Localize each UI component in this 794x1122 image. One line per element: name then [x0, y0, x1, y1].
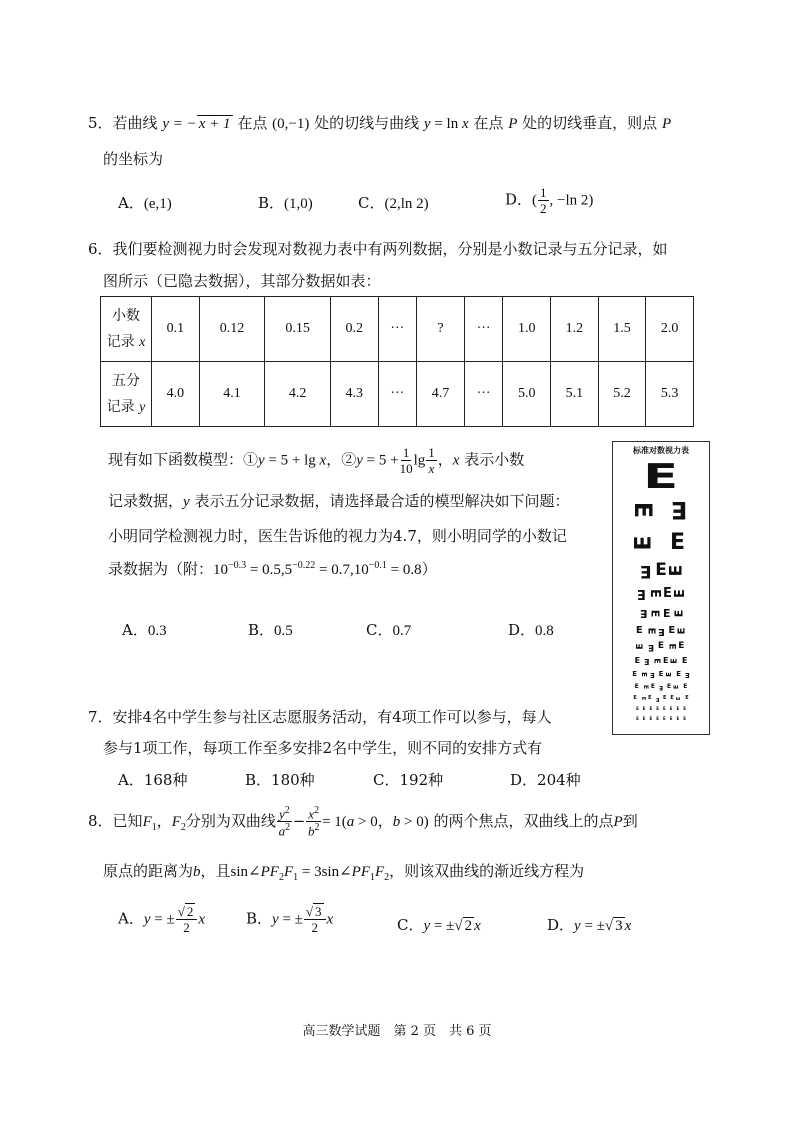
q5-stem-line2: 的坐标为 — [103, 150, 164, 168]
q6-stem-line1: 6．我们要检测视力时会发现对数视力表中有两列数据，分别是小数记录与五分记录，如 — [88, 240, 668, 258]
q8-option-d[interactable]: D．y = ±√ 3 x — [547, 916, 632, 934]
q5-option-b[interactable]: B．(1,0) — [258, 194, 313, 212]
table-row: 五分 记录 y 4.0 4.1 4.2 4.3 ··· 4.7 ··· 5.0 5.1 5.2 5.3 — [101, 362, 694, 427]
q6-para-line2: 记录数据，y 表示五分记录数据，请选择最合适的模型解决如下问题： — [108, 492, 570, 510]
eye-chart-title: 标准对数视力表 — [633, 445, 689, 455]
q7-option-c[interactable]: C．192种 — [373, 771, 444, 789]
q8-option-c[interactable]: C．y = ±√ 2 x — [397, 916, 481, 934]
q7-option-b[interactable]: B．180种 — [245, 771, 315, 789]
row-header-decimal: 小数 记录 x — [101, 297, 152, 362]
q7-option-a[interactable]: A．168种 — [118, 771, 188, 789]
q5-option-a[interactable]: A．(e,1) — [118, 194, 172, 212]
q7-stem-line1: 7．安排4名中学生参与社区志愿服务活动，有4项工作可以参与，每人 — [88, 708, 552, 726]
q6-para-line4: 录数据为（附：$10^{-0.3} = 0.5,5^{-0.22} = 0.7,10^{-0.1} = 0.8$） — [108, 560, 437, 578]
q5-curve1: y = − x + 1 — [162, 116, 231, 132]
q7-option-d[interactable]: D．204种 — [510, 771, 581, 789]
row-header-five-point: 五分 记录 y — [101, 362, 152, 427]
q6-para-line3: 小明同学检测视力时，医生告诉他的视力为4.7，则小明同学的小数记 — [108, 527, 567, 545]
eye-chart-image: 标准对数视力表 E E E E E E E E E E E E E E E E E E E E E E E E E E E E E E E E E E E E E E E E E E E E E E E E E E E E E E E E E E E E E E E E E E E E E E — [612, 441, 710, 735]
q6-option-a[interactable]: A．0.3 — [122, 621, 167, 639]
q8-option-b[interactable]: B．y = ± $\frac{√ 3}{2}$ x — [246, 904, 334, 935]
page-footer: 高三数学试题 第 2 页 共 6 页 — [302, 1024, 492, 1039]
q8-stem-line2: 原点的距离为b，且$\sin\angle PF_2F_1$ = $3\sin\angle PF_1F_2$，则该双曲线的渐近线方程为 — [103, 862, 585, 883]
q6-models-line: 现有如下函数模型：①y = 5 + lg x，②y = 5 + $\frac{1}{10}$ lg $\frac{1}{x}$ ，x 表示小数 — [108, 445, 525, 476]
q5-option-c[interactable]: C．(2,ln 2) — [358, 194, 429, 212]
q5-curve2: y = ln x — [423, 116, 469, 132]
vision-data-table — [100, 296, 694, 427]
q5-stem-line1: 5．若曲线 y = − x + 1 在点 (0,−1) 处的切线与曲线 y = ln x 在点 P 处的切线垂直，则点 P — [88, 114, 672, 132]
q8-option-a[interactable]: A．y = ± $\frac{√ 2}{2}$ x — [118, 904, 206, 935]
q5-option-d[interactable]: D．( $\frac{1}{2}$ , −ln 2) — [505, 185, 594, 216]
q6-option-d[interactable]: D．0.8 — [508, 621, 554, 639]
q7-stem-line2: 参与1项工作，每项工作至多安排2名中学生，则不同的安排方式有 — [103, 739, 543, 757]
q6-option-c[interactable]: C．0.7 — [366, 621, 412, 639]
q6-option-b[interactable]: B．0.5 — [248, 621, 293, 639]
table-row: 小数 记录 x 0.1 0.12 0.15 0.2 ··· ? ··· 1.0 1.2 1.5 2.0 — [101, 297, 694, 362]
q6-stem-line2: 图所示（已隐去数据），其部分数据如表： — [103, 272, 381, 290]
q8-stem-line1: 8．已知$F_1$，$F_2$分别为双曲线 $\frac{y^2}{a^2}$ − $\frac{x^2}{b^2}$ = 1(a > 0，b > 0) 的两个焦点，双曲线上的点P到 — [88, 805, 638, 839]
